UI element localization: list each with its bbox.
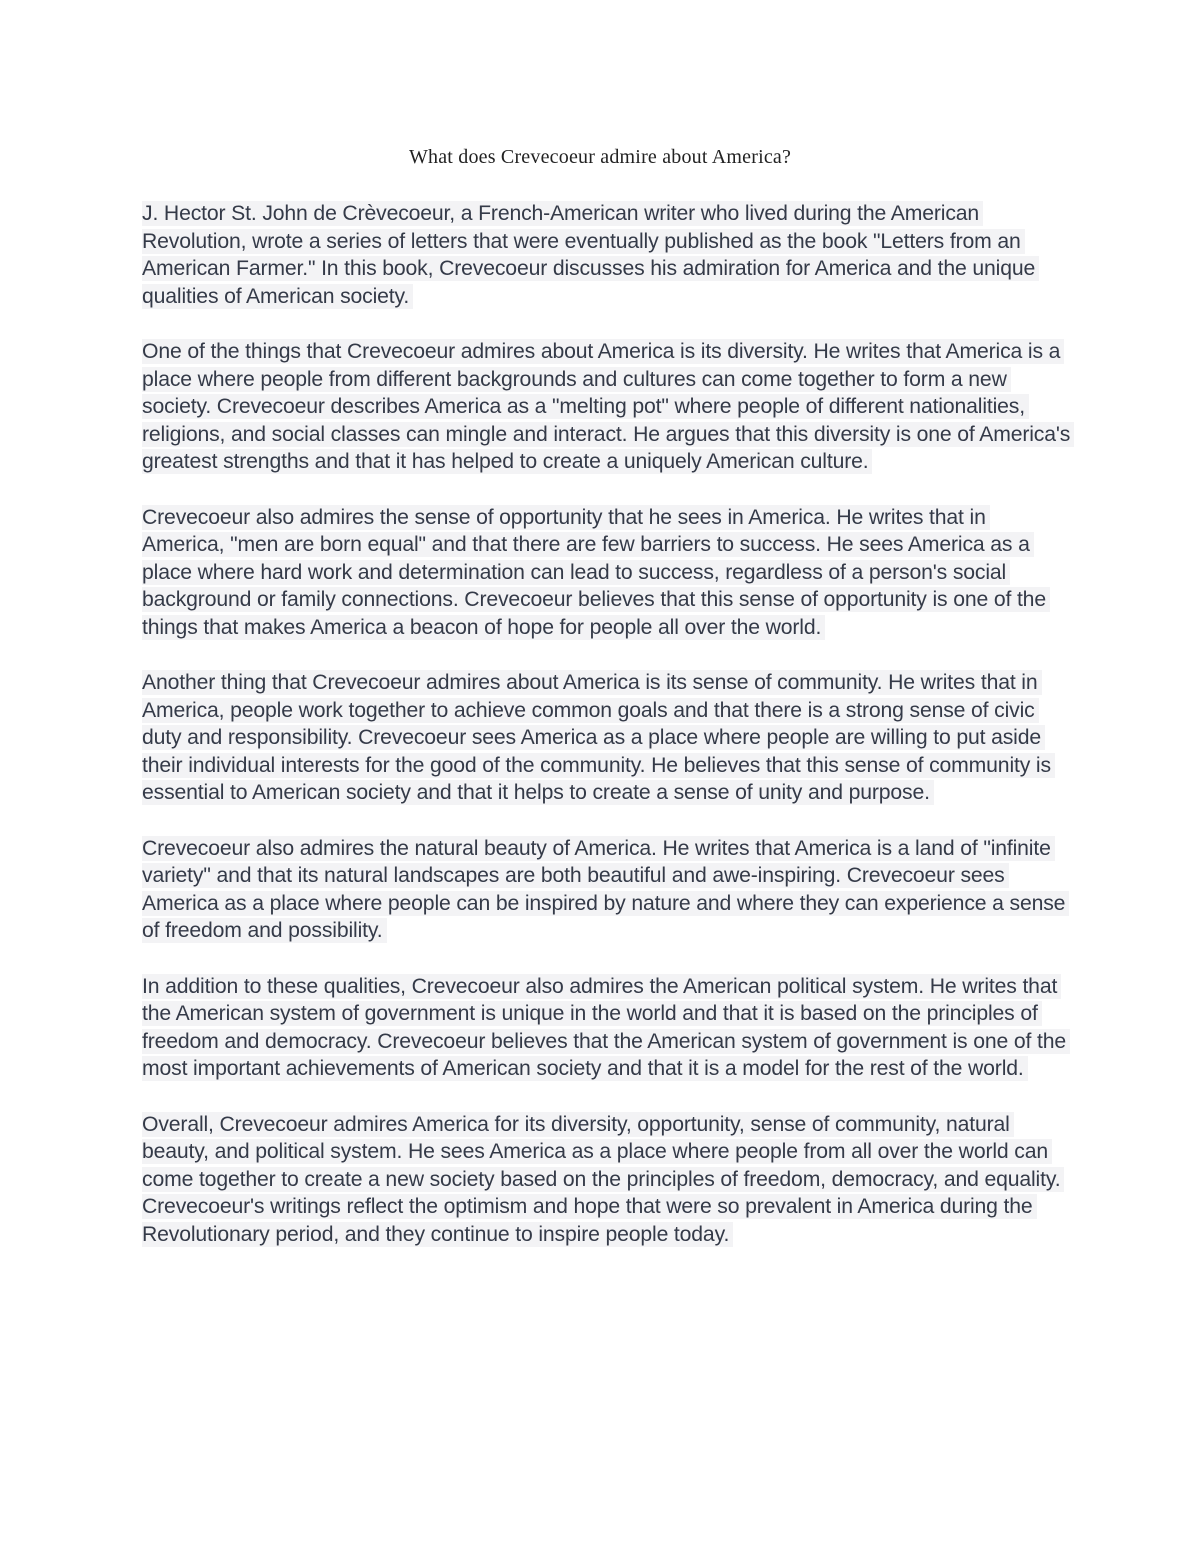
paragraph-text: Crevecoeur also admires the natural beauty of America. He writes that America is a land of "infinite variety" and that its natural landscapes are both beautiful and awe-inspiring. Crevecoeur sees America as a place where people can be inspired by nature and where they can experience a sense of freedom and possibility. xyxy=(142,836,1069,944)
paragraph-text: J. Hector St. John de Crèvecoeur, a French-American writer who lived during the American Revolution, wrote a series of letters that were eventually published as the book "Letters from an American Farmer." In this book, Crevecoeur discusses his admiration for America and the unique qualities of American society. xyxy=(142,201,1039,309)
paragraph-introduction xyxy=(142,200,1072,310)
paragraph-opportunity xyxy=(142,504,1072,642)
paragraph-text: Another thing that Crevecoeur admires about America is its sense of community. He writes that in America, people work together to achieve common goals and that there is a strong sense of civic duty and responsibility. Crevecoeur sees America as a place where people are willing to put aside their individual interests for the good of the community. He believes that this sense of community is essential to American society and that it helps to create a sense of unity and purpose. xyxy=(142,670,1055,805)
paragraph-community xyxy=(142,669,1072,807)
paragraph-political-system xyxy=(142,973,1072,1083)
paragraph-text: One of the things that Crevecoeur admires about America is its diversity. He writes that America is a place where people from different backgrounds and cultures can come together to form a new society. Crevecoeur describes America as a "melting pot" where people of different nationalities, religions, and social classes can mingle and interact. He argues that this diversity is one of America's greatest strengths and that it has helped to create a uniquely American culture. xyxy=(142,339,1074,474)
paragraph-conclusion xyxy=(142,1111,1072,1249)
document-title: What does Crevecoeur admire about America? xyxy=(408,146,792,168)
paragraph-diversity xyxy=(142,338,1072,476)
paragraph-text: Overall, Crevecoeur admires America for its diversity, opportunity, sense of community, natural beauty, and political system. He sees America as a place where people from all over the world can come together to create a new society based on the principles of freedom, democracy, and equality. Crevecoeur's writings reflect the optimism and hope that were so prevalent in America during the Revolutionary period, and they continue to inspire people today. xyxy=(142,1112,1064,1247)
document-body xyxy=(142,200,1072,1276)
paragraph-text: In addition to these qualities, Crevecoeur also admires the American political system. He writes that the American system of government is unique in the world and that it is based on the principles of freedom and democracy. Crevecoeur believes that the American system of government is one of the most important achievements of American society and that it is a model for the rest of the world. xyxy=(142,974,1070,1082)
paragraph-natural-beauty xyxy=(142,835,1072,945)
paragraph-text: Crevecoeur also admires the sense of opportunity that he sees in America. He writes that in America, "men are born equal" and that there are few barriers to success. He sees America as a place where hard work and determination can lead to success, regardless of a person's social background or family connections. Crevecoeur believes that this sense of opportunity is one of the things that makes America a beacon of hope for people all over the world. xyxy=(142,505,1050,640)
